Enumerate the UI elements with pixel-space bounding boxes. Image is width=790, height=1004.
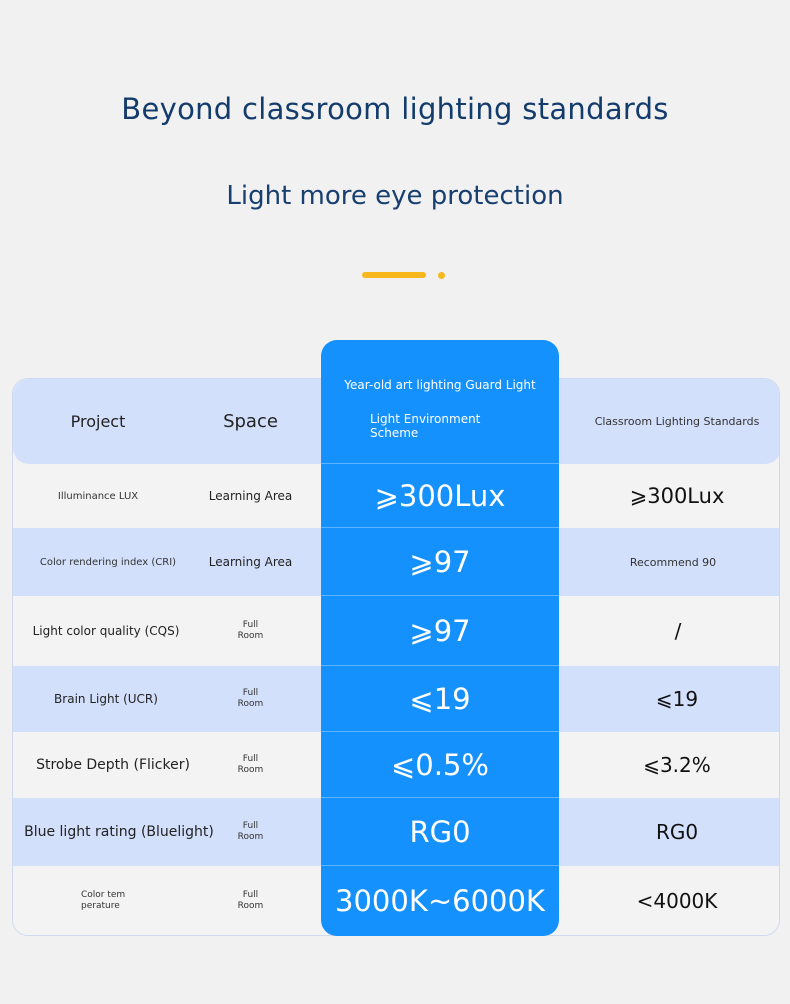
highlight-value: ⩾97 xyxy=(409,544,471,579)
row-project: Light color quality (CQS) xyxy=(32,624,180,638)
decorative-bar xyxy=(362,272,426,278)
row-space: Full Room xyxy=(237,688,264,709)
row-space: Full Room xyxy=(237,754,264,775)
highlight-value: ⩾300Lux xyxy=(374,478,506,513)
highlight-value: ⩾97 xyxy=(409,613,471,648)
row-project: Strobe Depth (Flicker) xyxy=(36,757,190,773)
highlight-header-line1: Year-old art lighting Guard Light xyxy=(344,378,536,392)
row-project: Color rendering index (CRI) xyxy=(39,556,177,568)
row-standard: <4000K xyxy=(636,889,718,913)
row-space: Full Room xyxy=(237,890,264,911)
row-standard: RG0 xyxy=(655,820,699,844)
highlight-value: ⩽0.5% xyxy=(391,747,489,782)
row-space: Learning Area xyxy=(208,555,293,569)
header-standard: Classroom Lighting Standards xyxy=(594,415,760,428)
row-project: Brain Light (UCR) xyxy=(54,692,158,706)
highlight-column xyxy=(321,340,559,936)
row-standard: ⩽3.2% xyxy=(643,753,711,777)
highlight-value: RG0 xyxy=(409,814,471,849)
highlight-value: ⩽19 xyxy=(409,681,471,716)
row-standard: Recommend 90 xyxy=(629,555,717,569)
row-space: Full Room xyxy=(237,821,264,842)
row-standard: / xyxy=(674,619,682,643)
row-space: Full Room xyxy=(237,620,264,641)
header-space: Space xyxy=(223,411,278,432)
row-project: Blue light rating (Bluelight) xyxy=(24,824,214,840)
row-space: Learning Area xyxy=(208,489,293,503)
header-project: Project xyxy=(70,412,126,431)
page-subtitle: Light more eye protection xyxy=(226,181,564,211)
highlight-header-line2: Light Environment Scheme xyxy=(370,412,481,440)
row-standard: ⩽19 xyxy=(655,687,699,711)
highlight-value: 3000K~6000K xyxy=(335,884,545,918)
page-title: Beyond classroom lighting standards xyxy=(121,92,669,126)
row-standard: ⩾300Lux xyxy=(629,484,725,508)
row-project: Color tem perature xyxy=(81,890,126,911)
decorative-dot xyxy=(438,272,445,279)
row-project: Illuminance LUX xyxy=(57,490,139,502)
